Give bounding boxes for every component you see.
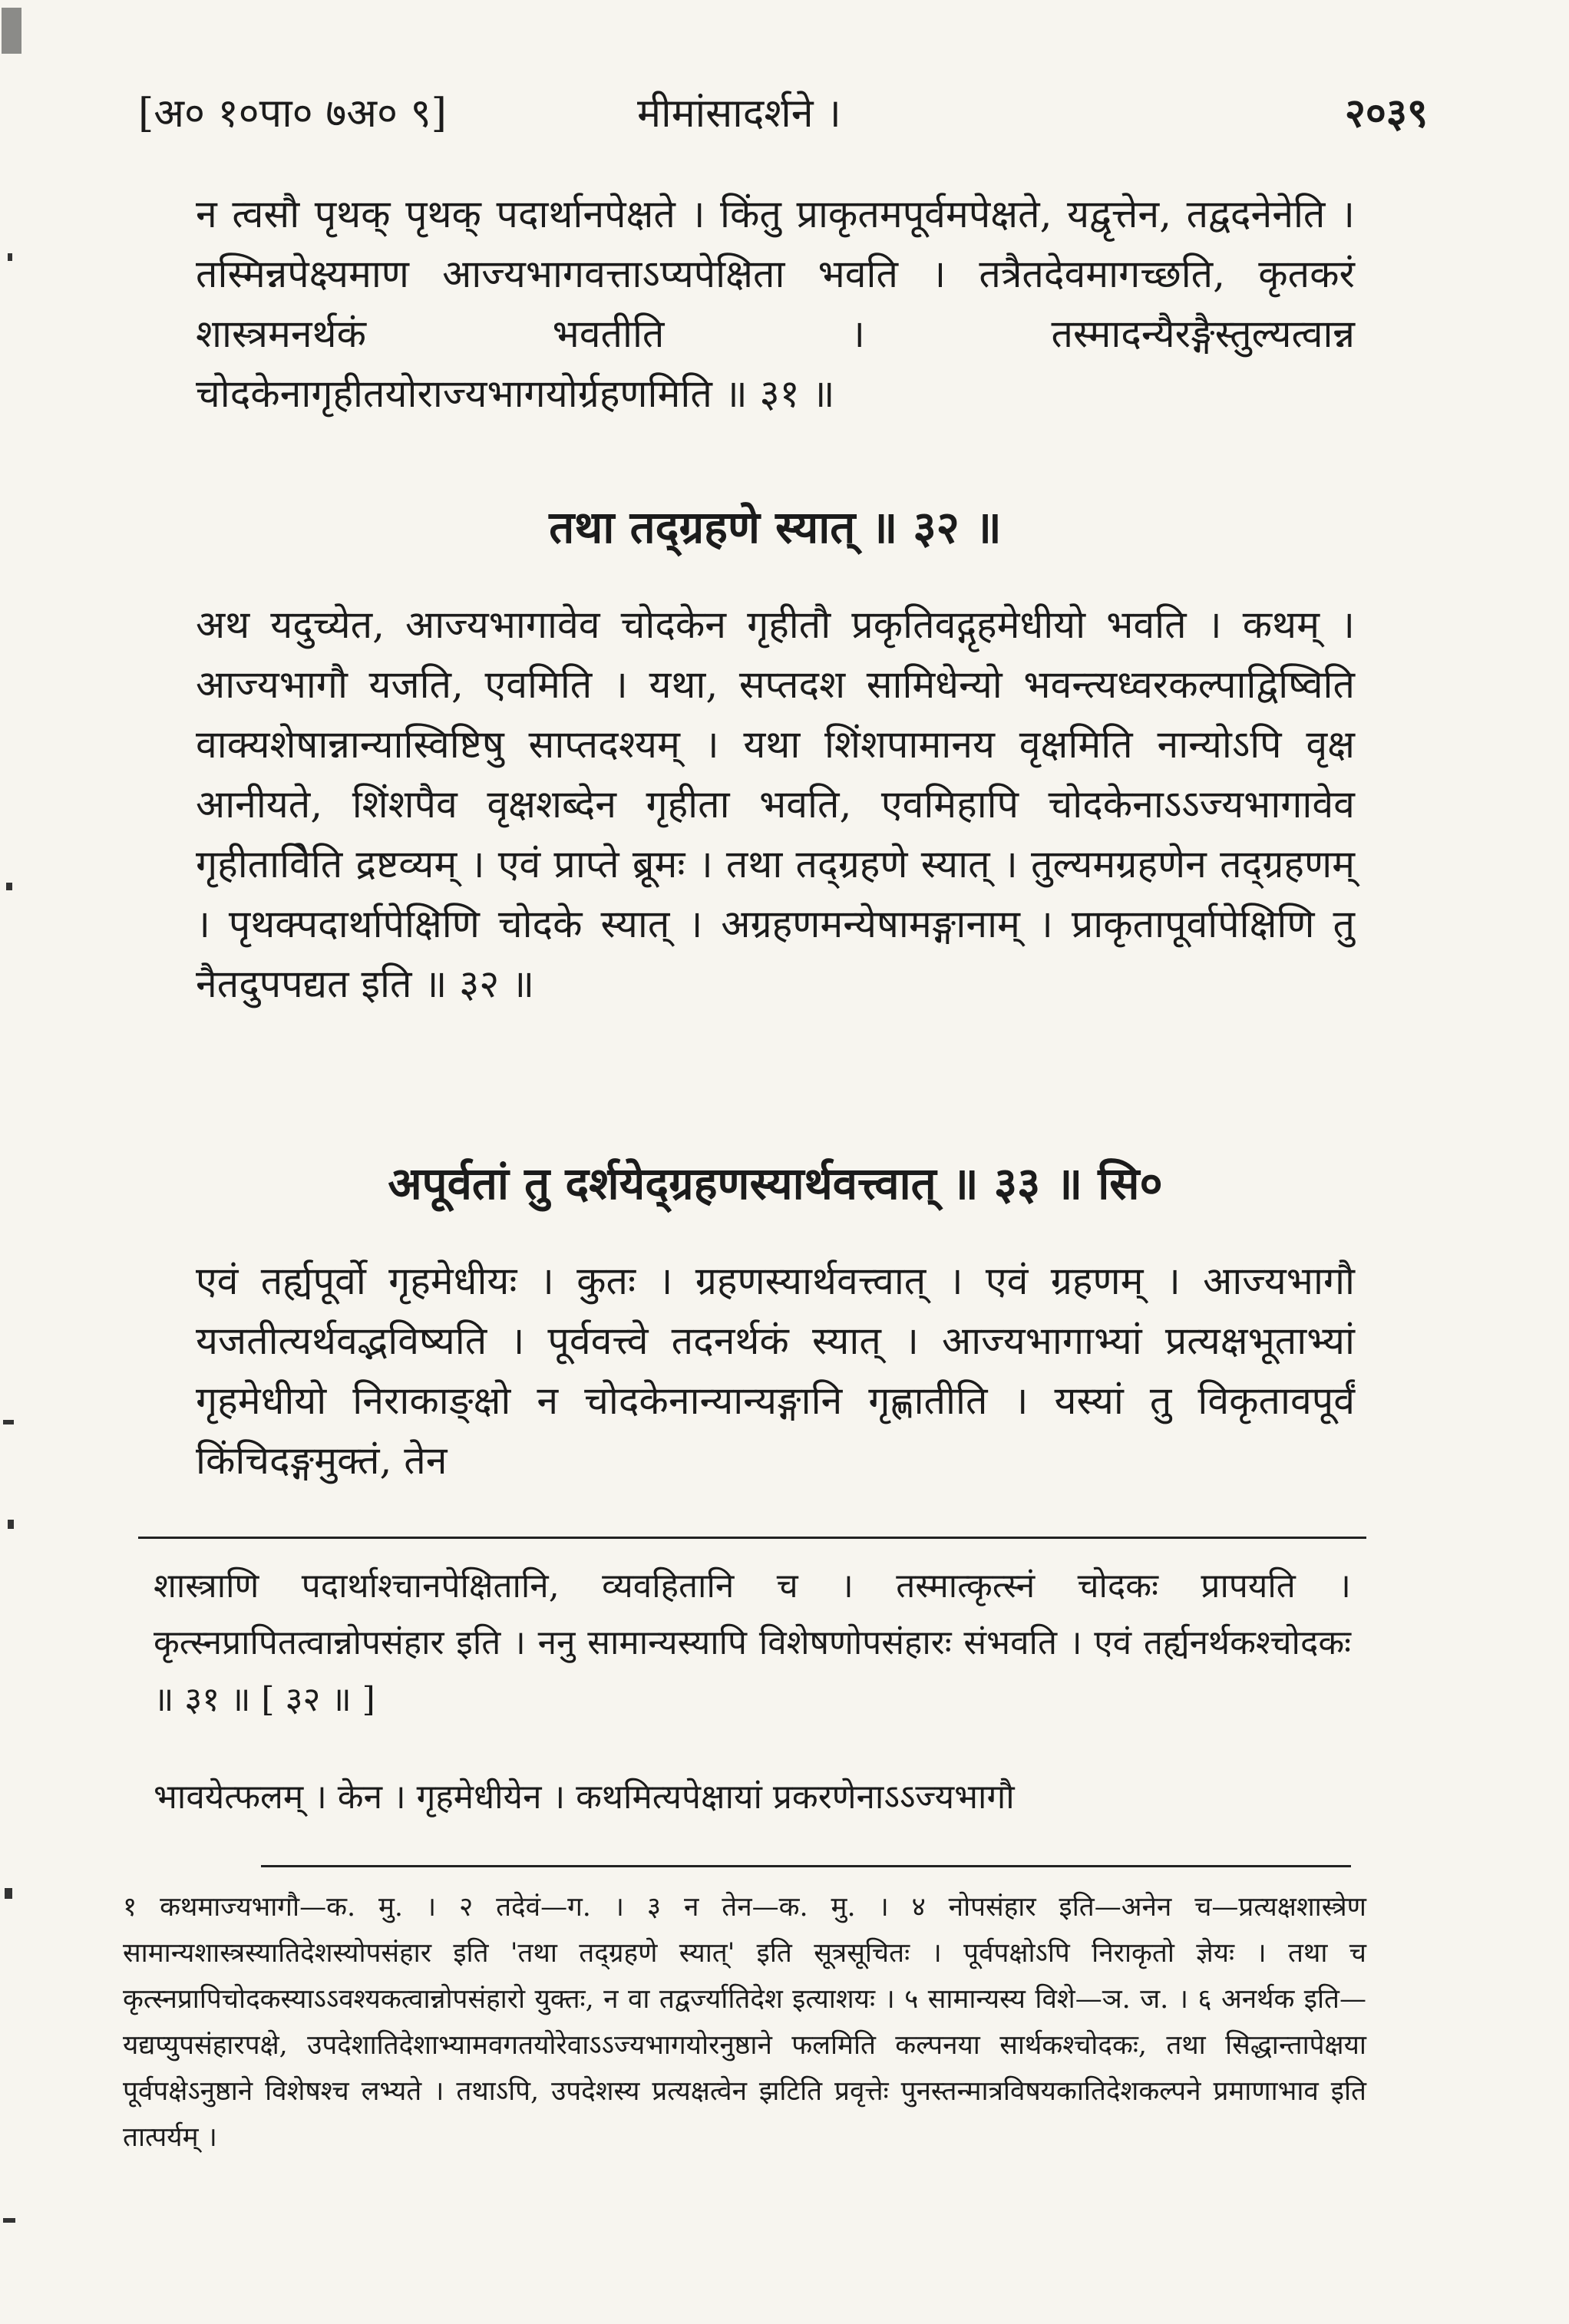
sutra-heading-32: तथा तद्ग्रहणे स्यात् ॥ ३२ ॥ bbox=[549, 501, 1002, 553]
page-header bbox=[138, 84, 1428, 154]
commentary-paragraph-1: शास्त्राणि पदार्थाश्चानपेक्षितानि, व्यवहितानि च । तस्मात्कृत्स्नं चोदकः प्रापयति । कृत्स्नप्रापितत्वान्नोपसंहार इति । ननु सामान्यस्यापि विशेषणोपसंहारः संभवति । एवं तर्ह्यनर्थकश्चोदकः ॥ ३१ ॥ [ ३२ ॥ ] bbox=[154, 1566, 1351, 1719]
page-number: २०३९ bbox=[1344, 90, 1428, 137]
bhashya-paragraph-2: अथ यदुच्येत, आज्यभागावेव चोदकेन गृहीतौ प्रकृतिवद्गृहमेधीयो भवति । कथम् । आज्यभागौ यजति, एवमिति । यथा, सप्तदश सामिधेन्यो भवन्त्यध्वरकल्पाद्विष्विति वाक्यशेषान्नान्यास्विष्टिषु साप्तदश्यम् । यथा शिंशपामानय वृक्षमिति नान्योऽपि वृक्ष आनीयते, शिंशपैव वृक्षशब्देन गृहीता भवति, एवमिहापि चोदकेनाऽऽज्यभागावेव गृहीतावेिति द्रष्टव्यम् । एवं प्राप्ते ब्रूमः । तथा तद्ग्रहणे स्यात् । तुल्यमग्रहणेन तद्ग्रहणम् । पृथक्पदार्थापेक्षिणि चोदके स्यात् । अग्रहणमन्येषामङ्गानाम् । प्राकृतापूर्वापेक्षिणि तु नैतदुपपद्यत इति ॥ ३२ ॥ bbox=[196, 602, 1355, 1006]
main-text-block-2 bbox=[196, 595, 1355, 1014]
commentary-paragraph-2: भावयेत्फलम् । केन । गृहमेधीयेन । कथमित्यपेक्षायां प्रकरणेनाऽऽज्यभागौ bbox=[154, 1778, 1015, 1817]
main-text-block-1 bbox=[196, 184, 1355, 424]
header-reference: [अ० १०पा० ७अ० ९] bbox=[138, 91, 447, 137]
commentary-divider bbox=[138, 1537, 1366, 1539]
footnote-divider bbox=[261, 1865, 1351, 1867]
header-title: मीमांसादर्शने । bbox=[637, 91, 841, 137]
sutra-heading-33: अपूर्वतां तु दर्शयेद्ग्रहणस्यार्थवत्त्वात् ॥ ३३ ॥ सि० bbox=[388, 1157, 1163, 1210]
bhashya-paragraph-3: एवं तर्ह्यपूर्वो गृहमेधीयः । कुतः । ग्रहणस्यार्थवत्त्वात् । एवं ग्रहणम् । आज्यभागौ यजतीत्यर्थवद्भविष्यति । पूर्ववत्त्वे तदनर्थकं स्यात् । आज्यभागाभ्यां प्रत्यक्षभूताभ्यां गृहमेधीयो निराकाङ्क्षो न चोदकेनान्यान्यङ्गानि गृह्णातीति । यस्यां तु विकृतावपूर्वं किंचिदङ्गमुक्तं, तेन bbox=[196, 1259, 1355, 1483]
scan-edge-marks bbox=[0, 0, 31, 2324]
bhashya-paragraph-1: न त्वसौ पृथक् पृथक् पदार्थानपेक्षते । किंतु प्राकृतमपूर्वमपेक्षते, यद्वृत्तेन, तद्वदनेनेति । तस्मिन्नपेक्ष्यमाण आज्यभागवत्ताऽप्यपेक्षिता भवति । तत्रैतदेवमागच्छति, कृतकरं शास्त्रमनर्थकं भवतीति । तस्मादन्यैरङ्गैस्तुल्यत्वान्न चोदकेनागृहीतयोराज्यभागयोर्ग्रहणमिति ॥ ३१ ॥ bbox=[196, 192, 1355, 416]
main-text-block-3 bbox=[196, 1251, 1355, 1490]
footnotes: १ कथमाज्यभागौ—क. मु. । २ तदेवं—ग. । ३ न तेन—क. मु. । ४ नोपसंहार इति—अनेन च—प्रत्यक्षशास्त्रेण सामान्यशास्त्रस्यातिदेशस्योपसंहार इति 'तथा तद्ग्रहणे स्यात्' इति सूत्रसूचितः । पूर्वपक्षोऽपि निराकृतो ज्ञेयः । तथा च कृत्स्नप्रापिचोदकस्याऽऽवश्यकत्वान्नोपसंहारो युक्तः, न वा तद्वर्ज्यातिदेश इत्याशयः । ५ सामान्यस्य विशे—ञ. ज. । ६ अनर्थक इति—यद्यप्युपसंहारपक्षे, उपदेशातिदेशाभ्यामवगतयोरेवाऽऽज्यभागयोरनुष्ठाने फलमिति कल्पनया सार्थकश्चोदकः, तथा सिद्धान्तापेक्षया पूर्वपक्षेऽनुष्ठाने विशेषश्च लभ्यते । तथाऽपि, उपदेशस्य प्रत्यक्षत्वेन झटिति प्रवृत्तेः पुनस्तन्मात्रविषयकातिदेशकल्पने प्रमाणाभाव इति तात्पर्यम् । bbox=[123, 1892, 1366, 2153]
